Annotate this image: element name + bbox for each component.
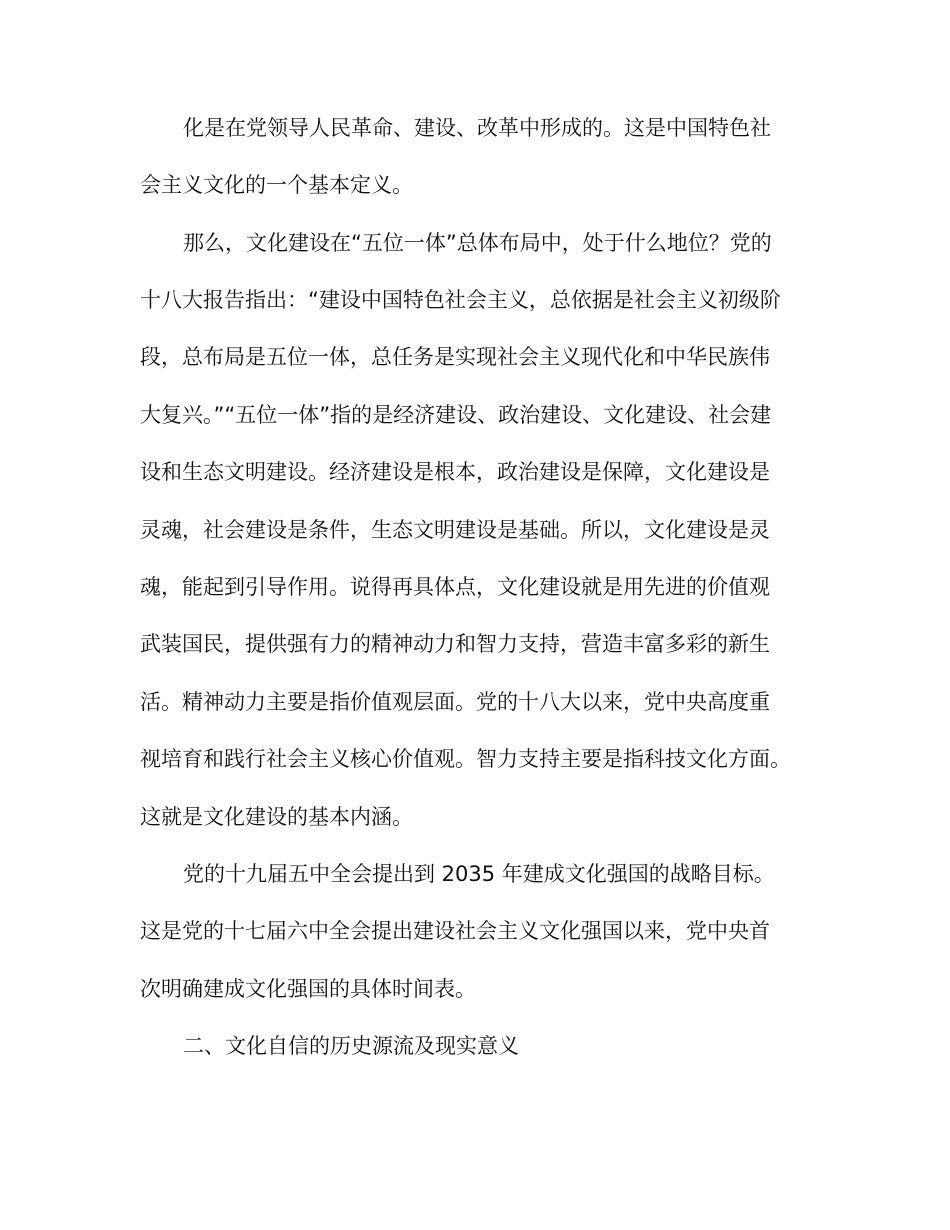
text-line: 党的十九届五中全会提出到 2035 年建成文化强国的战略目标。	[183, 862, 775, 886]
text-line: 会主义文化的一个基本定义。	[140, 173, 413, 197]
text-line: 武装国民，提供强有力的精神动力和智力支持，营造丰富多彩的新生	[140, 632, 770, 656]
text-line: 次明确建成文化强国的具体时间表。	[140, 977, 476, 1001]
text-line: 段，总布局是五位一体，总任务是实现社会主义现代化和中华民族伟	[140, 345, 770, 369]
text-line: 十八大报告指出：“建设中国特色社会主义，总依据是社会主义初级阶	[140, 288, 781, 312]
text-line: 视培育和践行社会主义核心价值观。智力支持主要是指科技文化方面。	[140, 747, 791, 771]
text-line: 大复兴。”“五位一体”指的是经济建设、政治建设、文化建设、社会建	[140, 403, 772, 427]
text-line: 这就是文化建设的基本内涵。	[140, 805, 413, 829]
text-line: 这是党的十七届六中全会提出建设社会主义文化强国以来，党中央首	[140, 919, 770, 943]
section-heading: 二、文化自信的历史源流及现实意义	[183, 1034, 519, 1058]
text-line: 设和生态文明建设。经济建设是根本，政治建设是保障，文化建设是	[140, 460, 770, 484]
text-line: 化是在党领导人民革命、建设、改革中形成的。这是中国特色社	[183, 116, 771, 140]
text-line: 活。精神动力主要是指价值观层面。党的十八大以来，党中央高度重	[140, 690, 770, 714]
text-line: 灵魂，社会建设是条件，生态文明建设是基础。所以，文化建设是灵	[140, 518, 770, 542]
text-line: 魂，能起到引导作用。说得再具体点，文化建设就是用先进的价值观	[140, 575, 770, 599]
text-line: 那么，文化建设在“五位一体”总体布局中，处于什么地位？党的	[183, 231, 772, 255]
